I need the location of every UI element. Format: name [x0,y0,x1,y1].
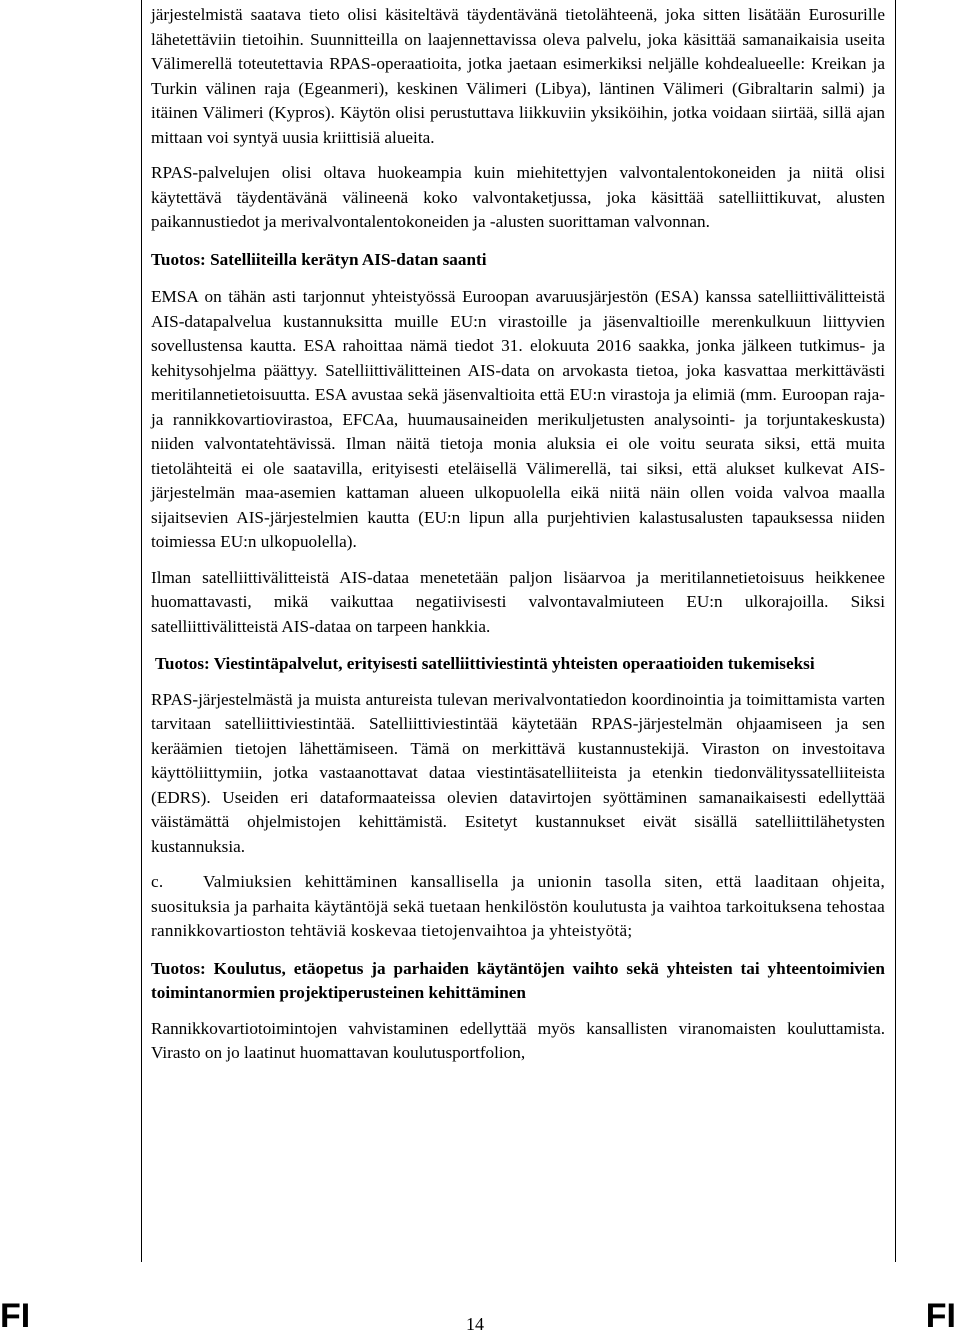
paragraph-rpas-operations: järjestelmistä saatava tieto olisi käsiteltävä täydentävänä tietolähteenä, joka sitten lisätään Eurosurille lähetettäviin tietoihin. Suunnitteilla on laajennettavissa oleva palvelu, joka käsittää samanaikaisia useita Välimerellä toteutettavia RPAS-operaatioita, jotka jaetaan esimerkiksi neljälle kohdealueelle: Kreikan ja Turkin välinen raja (Egeanmeri), keskinen Välimeri (Libya), läntinen Välimeri (Gibraltarin salmi) ja itäinen Välimeri (Kypros). Käytön olisi perustuttava liikkuviin yksiköihin, jotka voidaan siirtää, sillä ajan mittaan voi syntyä uusia kriittisiä alueita. [151,5,885,147]
paragraph-emsa-ais: EMSA on tähän asti tarjonnut yhteistyössä Euroopan avaruusjärjestön (ESA) kanssa satelliittivälitteistä AIS-datapalvelua kustannuksitta muille EU:n virastoille ja jäsenvaltioille merenkulkuun liittyvien sovellustensa kautta. ESA rahoittaa nämä tiedot 31. elokuuta 2016 saakka, jonka jälkeen tutkimus- ja kehitysohjelma päättyy. Satelliittivälitteinen AIS-data on arvokasta tietoa, joka kasvattaa merkittävästi meritilannetietoisuutta. ESA avustaa sekä jäsenvaltioita että EU:n virastoja ja elimiä (mm. Euroopan raja- ja rannikkovartiovirastoa, EFCAa, huumausaineiden merikuljetusten analysointi- ja torjuntakeskusta) niiden valvontatehtävissä. Ilman näitä tietoja monia aluksia ei ole voitu seurata siksi, että muita tietolähteitä ei ole saatavilla, erityisesti eteläisellä Välimerellä, tai siksi, että alukset kulkevat AIS-järjestelmän maa-asemien kattaman alueen ulkopuolella eikä niitä näin ollen voida valvoa maalla sijaitsevien AIS-järjestelmien kautta (EU:n lipun alla purjehtivien kalastusalusten tapauksessa niiden toimiessa EU:n ulkopuolella). [151,287,885,551]
page-number: 14 [466,1314,484,1334]
heading-training: Tuotos: Koulutus, etäopetus ja parhaiden käytäntöjen vaihto sekä yhteisten tai yhteentoimivien toimintanormien projektiperusteinen kehittäminen [151,958,885,1002]
list-item-label: c. [151,872,164,891]
footer-language-left: FI [0,1297,31,1335]
paragraph-rpas-services: RPAS-palvelujen olisi oltava huokeampia kuin miehitettyjen valvontalentokoneiden ja niitä olisi käytettävä täydentävänä välineenä koko valvontaketjussa, joka käsittää satelliittikuvat, alusten paikannustiedot ja merivalvontalentokoneiden ja -alusten suorittaman valvonnan. [151,163,885,231]
footer-language-right: FI [925,1297,956,1335]
paragraph-ais-loss: Ilman satelliittivälitteistä AIS-dataa menetetään paljon lisäarvoa ja meritilannetietoisuus heikkenee huomattavasti, mikä vaikuttaa negatiivisesti valvontavalmiuteen EU:n ulkorajoilla. Siksi satelliittivälitteistä AIS-dataa on tarpeen hankkia. [151,567,885,636]
paragraph-coast-guard-training: Rannikkovartiotoimintojen vahvistaminen edellyttää myös kansallisten viranomaisten kouluttamista. Virasto on jo laatinut huomattavan koulutusportfolion, [151,1018,885,1062]
heading-ais-data: Tuotos: Satelliiteilla kerätyn AIS-datan saanti [151,249,487,269]
document-body [151,0,885,1066]
heading-communication-services: Tuotos: Viestintäpalvelut, erityisesti satelliittiviestintä yhteisten operaatioiden tukemiseksi [155,654,815,673]
paragraph-satellite-communication: RPAS-järjestelmästä ja muista antureista tulevan merivalvontatiedon koordinointia ja toimittamista varten tarvitaan satelliittiviestintää. Satelliittiviestintää käytetään RPAS-järjestelmän ohjaamiseen ja sen keräämien tietojen lähettämiseen. Tämä on merkittävä kustannustekijä. Viraston on investoitava käyttöliittymiin, jotka vastaanottavat dataa viestintäsatelliiteista ja etenkin tiedonvälityssatelliiteista (EDRS). Useiden eri dataformaateissa olevien datavirtojen syöttäminen samanaikaisesti edellyttää väistämättä ohjelmistojen kehittämistä. Esitetyt kustannukset eivät sisällä satelliittilähetysten kustannuksia. [151,689,885,856]
list-item-c [151,870,885,944]
list-item-text: Valmiuksien kehittäminen kansallisella ja unionin tasolla siten, että laaditaan ohjeita, suosituksia ja parhaita käytäntöjä sekä tuetaan henkilöstön koulutusta ja vaihtoa tarkoituksena tehostaa rannikkovartioston tehtäviä koskevaa tietojenvaihtoa ja yhteistyötä; [151,872,885,940]
